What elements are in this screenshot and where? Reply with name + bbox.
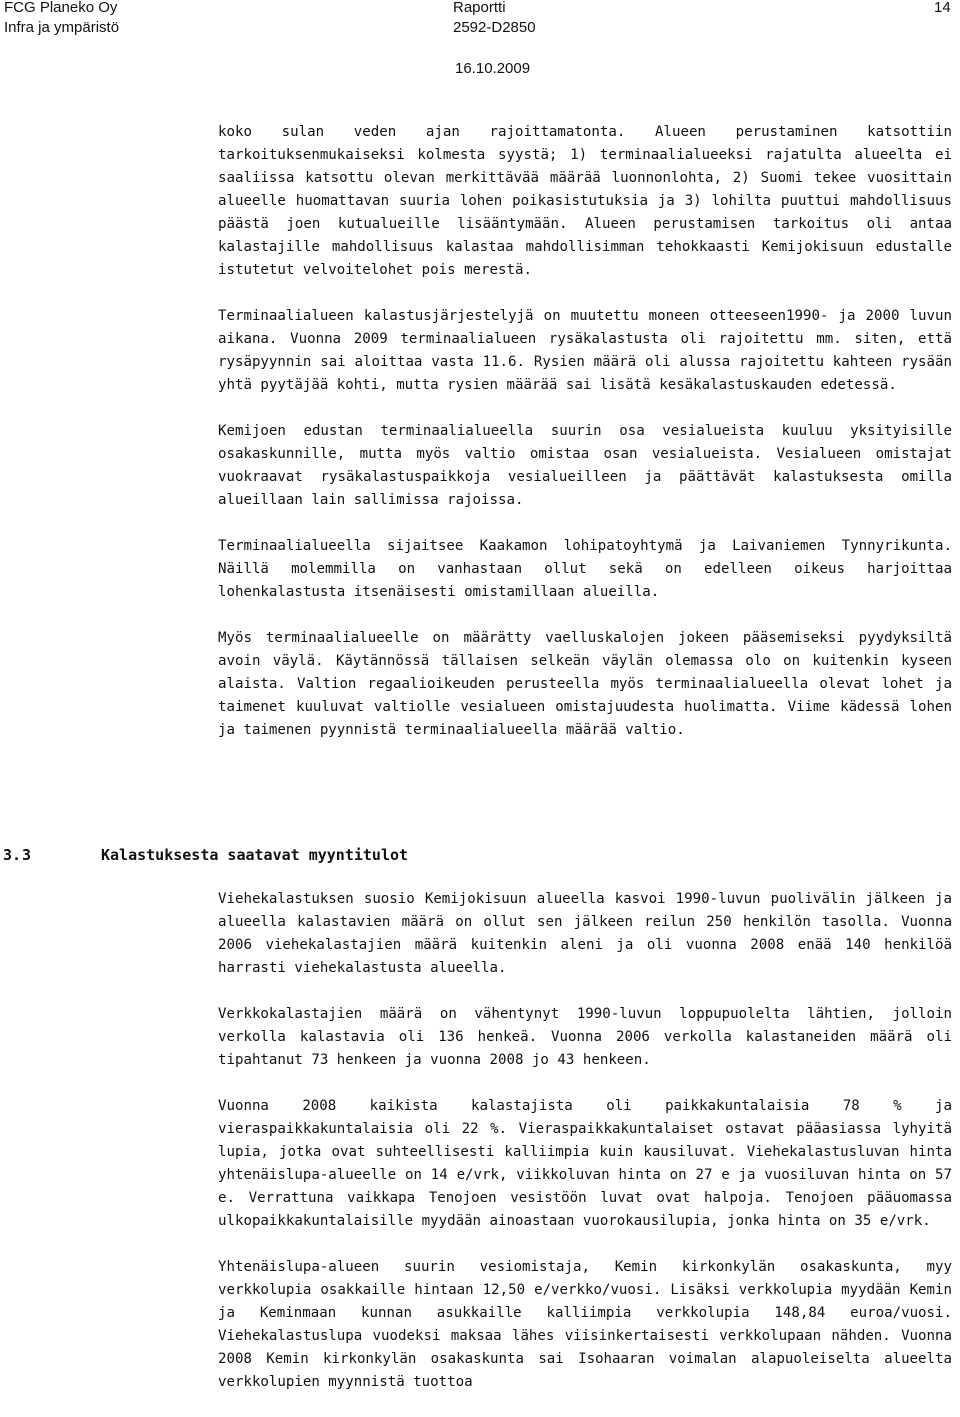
paragraph: Yhtenäislupa-alueen suurin vesiomistaja, Kemin kirkonkylän osakaskunta, myy verkkolupia osakkaille hintaan 12,50 e/verkko/vuosi. Lisäksi verkkolupia myydään Kemin ja Keminmaan kunnan asukkaille kalliimpia verkkolupia 148,84 euroa/vuosi. Viehekalastuslupa vuodeksi maksaa lähes viisinkertaisesti verkkolupaan nähden. Vuonna 2008 Kemin kirkonkylän osakaskunta sai Isohaaran voimalan alapuoleiselta alueelta verkkolupien myynnistä tuottoa	[218, 1259, 952, 1390]
section-title: Kalastuksesta saatavat myyntitulot	[101, 846, 409, 864]
company-name: FCG Planeko Oy	[4, 0, 118, 16]
document-number: 2592-D2850	[453, 19, 536, 36]
paragraph: Vuonna 2008 kaikista kalastajista oli paikkakuntalaisia 78 % ja vieraspaikkakuntalaisia oli 22 %. Vieraspaikkakuntalaiset ostavat pääasiassa lyhyitä lupia, jotka ovat suhteellisesti kalliimpia kuin kausiluvat. Viehekalastusluvan hinta yhtenäislupa-alueelle on 14 e/vrk, viikkoluvan hinta on 27 e ja vuosiluvan hinta on 57 e. Verrattuna vaikkapa Tenojoen vesistöön luvat ovat halpoja. Tenojoen pääuomassa ulkopaikkakuntalaisille myydään ainoastaan vuorokausilupia, jonka hinta on 35 e/vrk.	[218, 1098, 952, 1229]
section-number-minor: 3	[22, 846, 32, 864]
paragraph: Myös terminaalialueelle on määrätty vaelluskalojen jokeen pääsemiseksi pyydyksiltä avoin väylä. Käytännössä tällaisen selkeän väylän olemassa olo on kuitenkin kyseen alaista. Valtion regaalioikeuden perusteella myös terminaalialueella olevat lohet ja taimenet kuuluvat valtiolle vesialueen omistajuudesta huolimatta. Viime kädessä lohen ja taimenen pyynnistä terminaalialueella määrää valtio.	[218, 630, 952, 738]
paragraph: Terminaalialueella sijaitsee Kaakamon lohipatoyhtymä ja Laivaniemen Tynnyrikunta. Näillä molemmilla on vanhastaan ollut sekä on edelleen oikeus harjoittaa lohenkalastusta itsenäisesti omistamillaan alueilla.	[218, 538, 952, 600]
section-body-text	[218, 888, 952, 1417]
document-date: 16.10.2009	[455, 60, 531, 77]
paragraph: Kemijoen edustan terminaalialueella suurin osa vesialueista kuuluu yksityisille osakaskunnille, mutta myös valtio omistaa osan vesialueista. Vesialueen omistajat vuokraavat rysäkalastuspaikkoja vesialueilleen ja päättävät kalastuksesta omilla alueillaan lain sallimissa rajoissa.	[218, 423, 952, 508]
paragraph: Viehekalastuksen suosio Kemijokisuun alueella kasvoi 1990-luvun puolivälin jälkeen ja alueella kalastavien määrä on ollut sen jälkeen reilun 250 henkilön tasolla. Vuonna 2006 viehekalastajien määrä kuitenkin aleni ja oli vuonna 2008 enää 140 henkilöä harrasti viehekalastusta alueella.	[218, 891, 952, 976]
section-number-major: 3.	[3, 846, 22, 864]
paragraph: koko sulan veden ajan rajoittamatonta. Alueen perustaminen katsottiin tarkoituksenmukaiseksi kolmesta syystä; 1) terminaalialueeksi rajatulta alueelta ei saaliissa katsottu olevan merkittävää määrää luonnonlohta, 2) Suomi tekee vuosittain alueelle huomattavan suuria lohen poikasistutuksia ja 3) lohilta puuttui mahdollisuus päästä joen kutualueille lisääntymään. Alueen perustamisen tarkoitus oli antaa kalastajille mahdollisuus kalastaa mahdollisimman tehokkaasti Kemijokisuun edustalle istutetut velvoitelohet pois merestä.	[218, 124, 952, 278]
page-number: 14	[934, 0, 951, 16]
page-header	[0, 0, 960, 80]
document-type: Raportti	[453, 0, 506, 16]
paragraph: Terminaalialueen kalastusjärjestelyjä on muutettu moneen otteeseen1990- ja 2000 luvun aikana. Vuonna 2009 terminaalialueen rysäkalastusta oli rajoitettu mm. siten, että rysäpyynnin sai aloittaa vasta 11.6. Rysien määrä oli alussa rajoitettu kahteen rysään yhtä pyytäjää kohti, mutta rysien määrää sai lisätä kesäkalastuskauden edetessä.	[218, 308, 952, 393]
department-name: Infra ja ympäristö	[4, 19, 120, 36]
paragraph: Verkkokalastajien määrä on vähentynyt 1990-luvun loppupuolelta lähtien, jolloin verkolla kalastavia oli 136 henkeä. Vuonna 2006 verkolla kalastaneiden määrä oli tipahtanut 73 henkeen ja vuonna 2008 jo 43 henkeen.	[218, 1006, 952, 1068]
body-text	[218, 121, 952, 765]
